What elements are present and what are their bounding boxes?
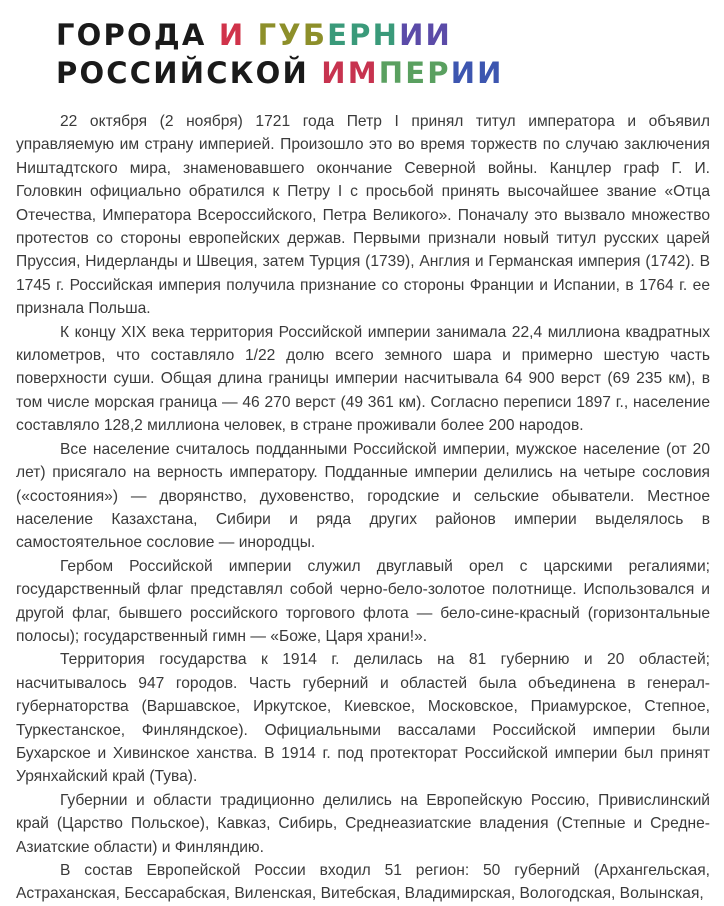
title-word: И: [218, 18, 258, 52]
title-word: ГОРОДА: [56, 18, 219, 52]
paragraph: Все население считалось подданными Российской империи, мужское население (от 20 лет) присягало на верность императору. Подданные империи делились на четыре сословия («состояния») — дворянство, духовенство, городские и сельские обыватели. Местное население Казахстана, Сибири и ряда других районов империи выделялось в самостоятельное сословие — инородцы.: [16, 440, 710, 552]
title-word: ИМ: [321, 56, 379, 90]
paragraph: К концу XIX века территория Российской империи занимала 22,4 миллиона квадратных километров, что составляло 1/22 долю всего земного шара и примерно шестую часть поверхности суши. Общая длина границы империи насчитывала 64 900 верст (69 235 км), в том числе морская граница — 46 270 верст (49 361 км). Согласно переписи 1897 г., население составляло 128,2 миллиона человек, в стране проживали более 200 народов.: [16, 323, 710, 435]
paragraph: 22 октября (2 ноября) 1721 года Петр I принял титул императора и объявил управляемую им страну империей. Произошло это во время торжеств по случаю заключения Ништадтского мира, знаменовавшего окончание Северной войны. Канцлер граф Г. И. Головкин официально обратился к Петру I с просьбой принять высочайшее звание «Отца Отечества, Императора Всероссийского, Петра Великого». Поначалу это вызвало множество протестов со стороны европейских держав. Первыми признали новый титул русских царей Пруссия, Нидерланды и Швеция, затем Турция (1739), Англия и Германская империя (1742). В 1745 г. Российская империя получила признание со стороны Франции и Испании, в 1764 г. ее признала Польша.: [16, 113, 710, 318]
body-text: [16, 110, 710, 906]
title-line-1: [56, 16, 710, 54]
title-word: ГУБ: [257, 18, 328, 52]
title-word: ЕРН: [327, 18, 400, 52]
title-word: ПЕР: [378, 56, 451, 90]
paragraph: Территория государства к 1914 г. делилась на 81 губернию и 20 областей; насчитывалось 947 городов. Часть губерний и областей была объединена в генерал-губернаторства (Варшавское, Иркутское, Киевское, Московское, Приамурское, Степное, Туркестанское, Финляндское). Официальными вассалами Российской империи были Бухарское и Хивинское ханства. В 1914 г. под протекторат Российской империи был принят Урянхайский край (Тува).: [16, 651, 710, 786]
title-word: ИИ: [399, 18, 453, 52]
title-word: ИИ: [450, 56, 504, 90]
paragraph: Гербом Российской империи служил двуглавый орел с царскими регалиями; государственный флаг представлял собой черно-бело-золотое полотнище. Использовался и другой флаг, бывшего российского торгового флота — бело-сине-красный (горизонтальные полосы); государственный гимн — «Боже, Царя храни!».: [16, 557, 710, 645]
title-word: РОССИЙСКОЙ: [56, 56, 322, 90]
paragraph: Губернии и области традиционно делились на Европейскую Россию, Привислинский край (Царство Польское), Кавказ, Сибирь, Среднеазиатские владения (Степные и Средне-Азиатские области) и Финляндию.: [16, 791, 710, 856]
title-line-2: [56, 54, 710, 92]
paragraph: В состав Европейской России входил 51 регион: 50 губерний (Архангельская, Астраханская, Бессарабская, Виленская, Витебская, Владимирская, Вологодская, Волынская,: [16, 862, 710, 903]
chapter-title: [56, 16, 710, 92]
